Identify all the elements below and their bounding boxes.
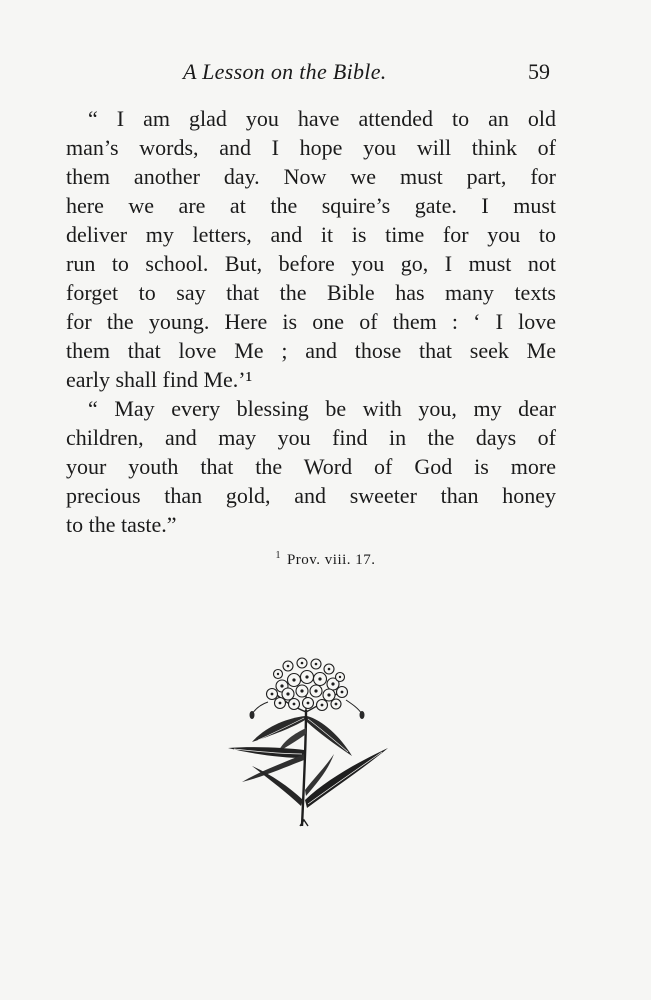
body-text bbox=[66, 104, 556, 539]
text-line: to the taste.” bbox=[66, 512, 177, 537]
text-line: forget to say that the Bible has many texts bbox=[66, 280, 556, 305]
text-line: them another day. Now we must part, for bbox=[66, 164, 556, 189]
text-line: precious than gold, and sweeter than honey bbox=[66, 483, 556, 508]
text-line: “ May every blessing be with you, my dear bbox=[88, 396, 556, 421]
text-line: early shall find Me.’¹ bbox=[66, 367, 253, 392]
running-head bbox=[66, 59, 556, 89]
text-line: run to school. But, before you go, I must not bbox=[66, 251, 556, 276]
footnote bbox=[0, 550, 651, 569]
footnote-marker: 1 bbox=[275, 550, 281, 561]
text-line: your youth that the Word of God is more bbox=[66, 454, 556, 479]
text-line: them that love Me ; and those that seek Me bbox=[66, 338, 556, 363]
text-line: children, and may you find in the days of bbox=[66, 425, 556, 450]
text-line: deliver my letters, and it is time for you to bbox=[66, 222, 556, 247]
footnote-text: Prov. viii. 17. bbox=[286, 552, 376, 568]
text-line: here we are at the squire’s gate. I must bbox=[66, 193, 556, 218]
running-title: A Lesson on the Bible. bbox=[183, 59, 387, 84]
text-line: “ I am glad you have attended to an old bbox=[88, 106, 556, 131]
page-number: 59 bbox=[528, 59, 550, 84]
flower-sprig-engraving-icon bbox=[222, 650, 392, 828]
text-line: man’s words, and I hope you will think of bbox=[66, 135, 556, 160]
text-line: for the young. Here is one of them : ‘ I love bbox=[66, 309, 556, 334]
